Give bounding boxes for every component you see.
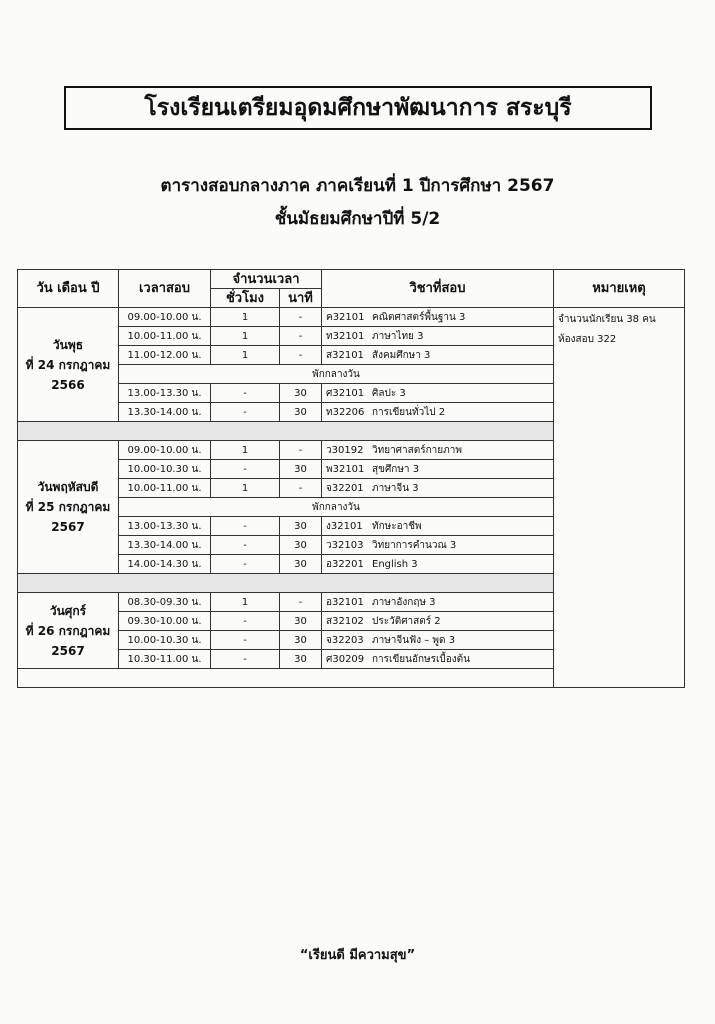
lunch-break: พักกลางวัน xyxy=(119,498,554,517)
subject-code: จ32201 xyxy=(326,482,364,494)
subject-code: ส32102 xyxy=(326,615,364,627)
day-cell xyxy=(18,441,119,574)
school-motto: “เรียนดี มีความสุข” xyxy=(299,948,416,963)
lunch-break: พักกลางวัน xyxy=(119,365,554,384)
day-cell xyxy=(18,593,119,669)
exam-hours: - xyxy=(211,517,280,536)
exam-subject xyxy=(322,517,554,536)
subject-name: ภาษาจีน 3 xyxy=(372,482,419,494)
subject-name: ประวัติศาสตร์ 2 xyxy=(372,615,441,627)
exam-time: 10.00-10.30 น. xyxy=(119,631,211,650)
exam-hours: 1 xyxy=(211,327,280,346)
exam-hours: 1 xyxy=(211,479,280,498)
subject-name: สุขศึกษา 3 xyxy=(372,463,420,475)
exam-subject xyxy=(322,479,554,498)
day-name: วันพุธ xyxy=(52,337,84,352)
school-name-box xyxy=(64,86,652,130)
subject-name: ภาษาจีนฟัง – พูด 3 xyxy=(372,634,456,646)
exam-minutes: 30 xyxy=(280,384,322,403)
exam-subject xyxy=(322,612,554,631)
exam-minutes: 30 xyxy=(280,460,322,479)
subject-name: ทักษะอาชีพ xyxy=(372,520,422,532)
exam-subject xyxy=(322,555,554,574)
subject-name: การเขียนทั่วไป 2 xyxy=(372,406,446,418)
subject-name: คณิตศาสตร์พื้นฐาน 3 xyxy=(372,311,466,323)
exam-schedule-table xyxy=(17,269,685,688)
exam-time: 10.30-11.00 น. xyxy=(119,650,211,669)
exam-subject xyxy=(322,384,554,403)
col-minutes-header: นาที xyxy=(280,289,322,308)
subject-name: ภาษาอังกฤษ 3 xyxy=(372,596,436,608)
exam-subject xyxy=(322,460,554,479)
exam-time: 10.00-11.00 น. xyxy=(119,327,211,346)
exam-time: 10.00-10.30 น. xyxy=(119,460,211,479)
day-name: วันศุกร์ xyxy=(49,603,87,618)
subject-code: อ32201 xyxy=(326,558,364,570)
exam-hours: - xyxy=(211,631,280,650)
exam-minutes: 30 xyxy=(280,403,322,422)
day-name: วันพฤหัสบดี xyxy=(37,480,99,494)
subject-name: ศิลปะ 3 xyxy=(372,387,406,399)
subject-code: ท32206 xyxy=(326,406,365,418)
exam-time: 13.30-14.00 น. xyxy=(119,536,211,555)
subject-code: จ32203 xyxy=(326,634,364,646)
day-year: 2567 xyxy=(51,643,85,658)
subject-code: ง32101 xyxy=(326,520,363,532)
subject-name: สังคมศึกษา 3 xyxy=(372,349,431,361)
exam-subject xyxy=(322,327,554,346)
class-level: ชั้นมัธยมศึกษาปีที่ 5/2 xyxy=(274,209,441,229)
exam-minutes: - xyxy=(280,327,322,346)
exam-minutes: - xyxy=(280,308,322,327)
day-date: ที่ 25 กรกฎาคม xyxy=(25,500,111,514)
remark-room: ห้องสอบ 322 xyxy=(558,334,617,345)
exam-minutes: 30 xyxy=(280,631,322,650)
day-cell xyxy=(18,308,119,422)
exam-hours: - xyxy=(211,384,280,403)
exam-minutes: - xyxy=(280,346,322,365)
col-remark-header: หมายเหตุ xyxy=(554,270,685,308)
day-date: ที่ 26 กรกฎาคม xyxy=(25,623,111,638)
subject-name: วิทยาศาสตร์กายภาพ xyxy=(372,444,462,456)
col-duration-header: จำนวนเวลา xyxy=(211,270,322,289)
exam-hours: 1 xyxy=(211,308,280,327)
exam-hours: 1 xyxy=(211,593,280,612)
remark-cell xyxy=(554,308,685,688)
subject-code: ศ32101 xyxy=(326,387,365,399)
subject-code: ท32101 xyxy=(326,330,365,342)
subject-name: English 3 xyxy=(372,558,418,570)
col-day-header: วัน เดือน ปี xyxy=(18,270,119,308)
exam-hours: - xyxy=(211,650,280,669)
exam-minutes: 30 xyxy=(280,650,322,669)
subject-code: ศ30209 xyxy=(326,653,365,665)
exam-time: 14.00-14.30 น. xyxy=(119,555,211,574)
exam-subject xyxy=(322,593,554,612)
exam-time: 09.00-10.00 น. xyxy=(119,308,211,327)
col-hours-header: ชั่วโมง xyxy=(211,289,280,308)
subject-name: วิทยาการคำนวณ 3 xyxy=(372,539,457,551)
day-year: 2567 xyxy=(51,520,85,534)
exam-subject xyxy=(322,346,554,365)
day-date: ที่ 24 กรกฎาคม xyxy=(25,357,111,372)
subject-code: อ32101 xyxy=(326,596,364,608)
exam-minutes: - xyxy=(280,441,322,460)
exam-time: 08.30-09.30 น. xyxy=(119,593,211,612)
exam-hours: 1 xyxy=(211,441,280,460)
table-header-row xyxy=(18,270,685,289)
exam-minutes: 30 xyxy=(280,612,322,631)
exam-time: 11.00-12.00 น. xyxy=(119,346,211,365)
exam-hours: - xyxy=(211,403,280,422)
exam-time: 13.00-13.30 น. xyxy=(119,384,211,403)
exam-subject xyxy=(322,403,554,422)
day-year: 2566 xyxy=(51,377,85,392)
exam-subject xyxy=(322,650,554,669)
school-name: โรงเรียนเตรียมอุดมศึกษาพัฒนาการ สระบุรี xyxy=(144,95,572,121)
exam-subject xyxy=(322,441,554,460)
subject-code: ว32103 xyxy=(326,539,364,551)
col-time-header: เวลาสอบ xyxy=(119,270,211,308)
exam-time: 09.00-10.00 น. xyxy=(119,441,211,460)
exam-minutes: - xyxy=(280,479,322,498)
exam-hours: - xyxy=(211,536,280,555)
exam-time: 10.00-11.00 น. xyxy=(119,479,211,498)
remark-students: จำนวนนักเรียน 38 คน xyxy=(558,314,656,325)
exam-hours: - xyxy=(211,555,280,574)
exam-time: 13.30-14.00 น. xyxy=(119,403,211,422)
subject-name: การเขียนอักษรเบื้องต้น xyxy=(372,653,470,665)
exam-hours: - xyxy=(211,612,280,631)
exam-hours: 1 xyxy=(211,346,280,365)
exam-subject xyxy=(322,536,554,555)
exam-minutes: 30 xyxy=(280,555,322,574)
exam-minutes: - xyxy=(280,593,322,612)
subject-name: ภาษาไทย 3 xyxy=(372,330,424,342)
exam-subject xyxy=(322,308,554,327)
exam-minutes: 30 xyxy=(280,536,322,555)
subject-code: ว30192 xyxy=(326,444,364,456)
exam-time: 09.30-10.00 น. xyxy=(119,612,211,631)
exam-subject xyxy=(322,631,554,650)
exam-time: 13.00-13.30 น. xyxy=(119,517,211,536)
subject-code: พ32101 xyxy=(326,463,365,475)
exam-minutes: 30 xyxy=(280,517,322,536)
subject-code: ส32101 xyxy=(326,349,364,361)
table-row xyxy=(18,308,685,327)
col-subject-header: วิชาที่สอบ xyxy=(322,270,554,308)
document-title: ตารางสอบกลางภาค ภาคเรียนที่ 1 ปีการศึกษา 2567 xyxy=(160,176,555,196)
exam-hours: - xyxy=(211,460,280,479)
subject-code: ค32101 xyxy=(326,311,365,323)
